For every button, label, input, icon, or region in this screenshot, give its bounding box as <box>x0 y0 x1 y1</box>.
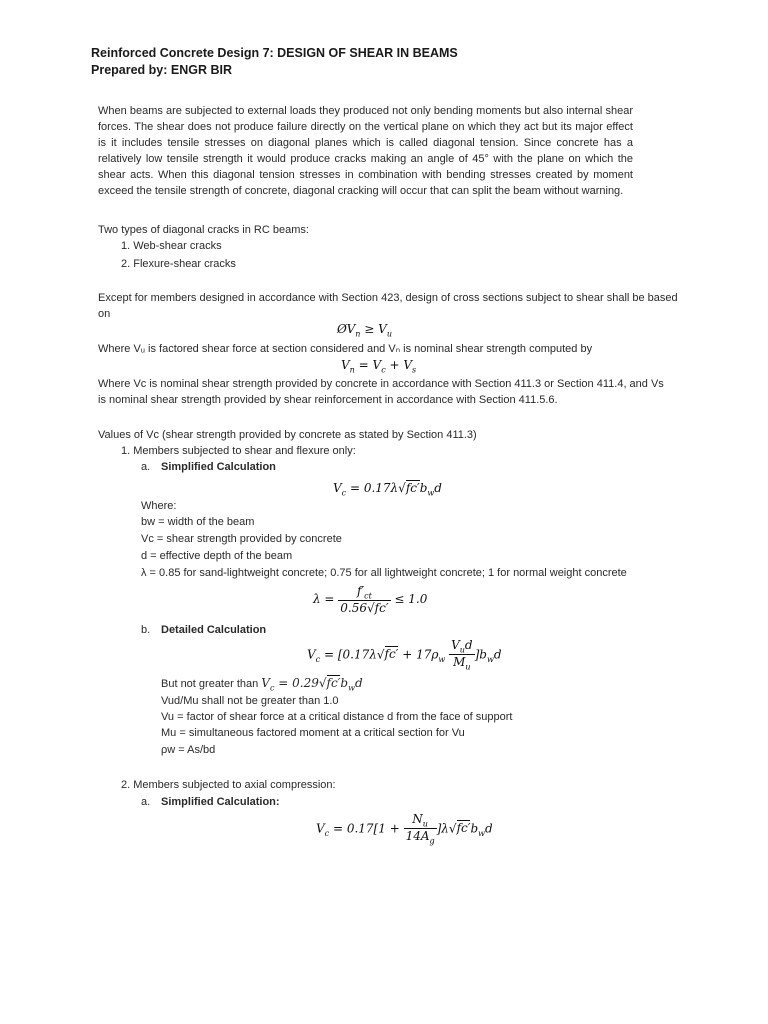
label-a: a. <box>141 461 151 473</box>
equation-vn: $V_n = V_c + V_s$ <box>341 358 417 375</box>
def-vu: Vu = factor of shear force at a critical distance d from the face of support <box>161 711 513 723</box>
cracks-heading: Two types of diagonal cracks in RC beams: <box>98 224 309 236</box>
prepared-by: Prepared by: ENGR BIR <box>91 63 233 77</box>
title-main: DESIGN OF SHEAR IN BEAMS <box>277 46 458 60</box>
simplified-calc-axial-title: Simplified Calculation: <box>161 796 280 808</box>
def-rho: ρw = As/bd <box>161 744 216 756</box>
where-vc-line2: is nominal shear strength provided by shear reinforcement in accordance with Section 411.5.6. <box>98 394 558 406</box>
document-title <box>91 46 458 60</box>
values-heading: Values of Vc (shear strength provided by concrete as stated by Section 411.3) <box>98 429 477 441</box>
values-item-1: 1. Members subjected to shear and flexure only: <box>121 445 356 457</box>
design-text-line2: on <box>98 308 111 320</box>
title-prefix: Reinforced Concrete Design 7: <box>91 46 278 60</box>
label-b: b. <box>141 624 151 636</box>
detailed-calc-title: Detailed Calculation <box>161 624 267 636</box>
not-greater-label: But not greater than <box>161 678 259 690</box>
equation-vc-detailed: $V_c = [0.17\lambda√fc' + 17\rho_w$ $\frac{V_ud}{M_u}$ ]$b_wd$ <box>307 638 502 672</box>
simplified-calc-title: Simplified Calculation <box>161 461 276 473</box>
equation-vc-simplified: $V_c = 0.17\lambda√fc'b_wd$ <box>333 481 442 498</box>
vud-mu-limit: Vud/Mu shall not be greater than 1.0 <box>161 695 339 707</box>
equation-phi-vn: $ØV_n \ge V_u$ <box>337 322 392 339</box>
where-label: Where: <box>141 500 177 512</box>
not-greater-text: But not greater than $V_c = 0.29√fc'b_wd$ <box>161 676 363 693</box>
crack-item-flexure: 2. Flexure-shear cracks <box>121 258 236 270</box>
intro-paragraph: When beams are subjected to external loads they produced not only bending moments but also internal shear forces. The shear does not produce failure directly on the vertical plane on which they act but its major effect is it includes tensile stresses on diagonal planes which is called diagonal tension. Since concrete has a relatively low tensile strength it would produce cracks making an angle of 45° with the plane on which the shear acts. When this diagonal tension stresses in combination with bending stresses created by moment exceed the tensile strength of concrete, diagonal cracking will occur that can split the beam without warning. <box>98 105 633 197</box>
def-bw: bw = width of the beam <box>141 516 255 528</box>
design-text-line1: Except for members designed in accordance with Section 423, design of cross sections subject to shear shall be based <box>98 292 678 304</box>
crack-item-web: 1. Web-shear cracks <box>121 240 222 252</box>
def-d: d = effective depth of the beam <box>141 550 293 562</box>
values-item-2: 2. Members subjected to axial compression: <box>121 779 336 791</box>
label-a2: a. <box>141 796 151 808</box>
where-vu-text: Where Vᵤ is factored shear force at section considered and Vₙ is nominal shear strength computed by <box>98 343 593 355</box>
def-lambda: λ = 0.85 for sand-lightweight concrete; 0.75 for all lightweight concrete; 1 for normal weight concrete <box>141 567 627 579</box>
def-vc: Vc = shear strength provided by concrete <box>141 533 342 545</box>
def-mu: Mu = simultaneous factored moment at a critical section for Vu <box>161 727 465 739</box>
where-vc-line1: Where Vc is nominal shear strength provided by concrete in accordance with Section 411.3 or Section 411.4, and Vs <box>98 378 664 390</box>
equation-vc-axial: $V_c = 0.17[1$ + $\frac{N_u}{14A_g}$ ]$\lambda√fc'b_wd$ <box>316 812 493 846</box>
equation-lambda: λ = $\frac{f'_{ct}}{0.56√fc'}$ ≤ 1.0 <box>313 584 428 616</box>
